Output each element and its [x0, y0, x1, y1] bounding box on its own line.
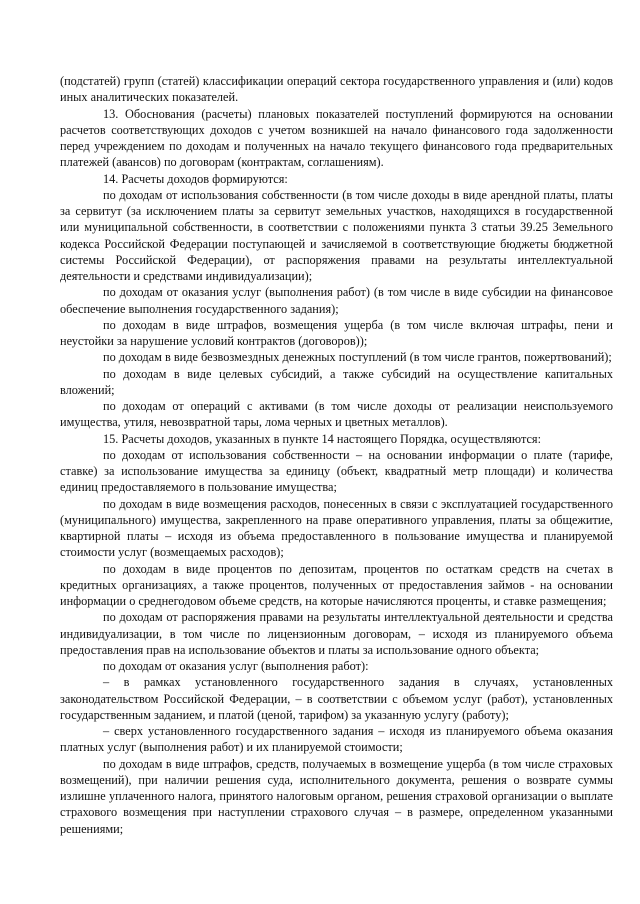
paragraph: – сверх установленного государственного задания – исходя из планируемого объема оказания платных услуг (выполнения работ) и их планируемой стоимости; — [60, 724, 613, 755]
paragraph: по доходам от оказания услуг (выполнения работ) (в том числе в виде субсидии на финансовое обеспечение выполнения государственного задания); — [60, 285, 613, 316]
paragraph: по доходам от распоряжения правами на результаты интеллектуальной деятельности и средства индивидуализации, в том числе по лицензионным договорам, – исходя из планируемого объема предоставления прав на использование объектов и платы за использование одного объекта; — [60, 610, 613, 657]
paragraph: по доходам от операций с активами (в том числе доходы от реализации неиспользуемого имущества, утиля, невозвратной тары, лома черных и цветных металлов). — [60, 399, 613, 430]
paragraph: по доходам в виде процентов по депозитам, процентов по остаткам средств на счетах в кредитных организациях, а также процентов, полученных от предоставления займов - на основании информации о среднегодовом объеме средств, на которые начисляются проценты, и ставке размещения; — [60, 561, 613, 608]
paragraph: по доходам в виде штрафов, средств, получаемых в возмещение ущерба (в том числе страховых возмещений), при наличии решения суда, исполнительного документа, решения о возврате суммы излишне уплаченного налога, принятого налоговым органом, решения страховой организации о выплате страхового возмещения при наступлении страхового случая – в размере, определенном указанными решениями; — [60, 756, 613, 836]
paragraph: (подстатей) групп (статей) классификации операций сектора государственного управления и (или) кодов иных аналитических показателей. — [60, 74, 613, 105]
paragraph: 14. Расчеты доходов формируются: — [103, 171, 288, 186]
paragraph: по доходам в виде целевых субсидий, а также субсидий на осуществление капитальных вложений; — [60, 366, 613, 397]
paragraph: по доходам в виде возмещения расходов, понесенных в связи с эксплуатацией государственного (муниципального) имущества, закрепленного на праве оперативного управления, платы за общежитие, квартирной платы – исходя из объема предоставленного в пользование имущества и планируемой стоимости услуг (возмещаемых расходов); — [60, 496, 613, 560]
paragraph: 13. Обоснования (расчеты) плановых показателей поступлений формируются на основании расчетов соответствующих доходов с учетом возникшей на начало финансового года задолженности перед учреждением по доходам и полученных на начало текущего финансового года предварительных платежей (авансов) по договорам (контрактам, соглашениям). — [60, 106, 613, 170]
document-page — [60, 73, 613, 837]
paragraph: по доходам от использования собственности (в том числе доходы в виде арендной платы, платы за сервитут (за исключением платы за сервитут земельных участков, находящихся в государственной или муниципальной собственности, в соответствии с положениями пункта 3 статьи 39.25 Земельного кодекса Российской Федерации поступающей и зачисляемой в соответствующие бюджеты бюджетной системы Российской Федерации), от распоряжения правами на результаты интеллектуальной деятельности и средствами индивидуализации); — [60, 187, 613, 283]
paragraph: по доходам от использования собственности – на основании информации о плате (тарифе, ставке) за использование имущества за единицу (объект, квадратный метр площади) и количества единиц предоставляемого в пользование имущества; — [60, 447, 613, 495]
paragraph: 15. Расчеты доходов, указанных в пункте 14 настоящего Порядка, осуществляются: — [103, 431, 542, 446]
paragraph: по доходам от оказания услуг (выполнения работ): — [103, 659, 369, 673]
paragraph: по доходам в виде безвозмездных денежных поступлений (в том числе грантов, пожертвований); — [103, 350, 612, 365]
paragraph: по доходам в виде штрафов, возмещения ущерба (в том числе включая штрафы, пени и неустойки за нарушение условий контрактов (договоров)); — [60, 317, 613, 348]
paragraph: – в рамках установленного государственного задания в случаях, установленных законодательством Российской Федерации, – в соответствии с объемом услуг (работ), установленных государственным заданием, и платой (ценой, тарифом) за указанную услугу (работу); — [60, 675, 613, 722]
